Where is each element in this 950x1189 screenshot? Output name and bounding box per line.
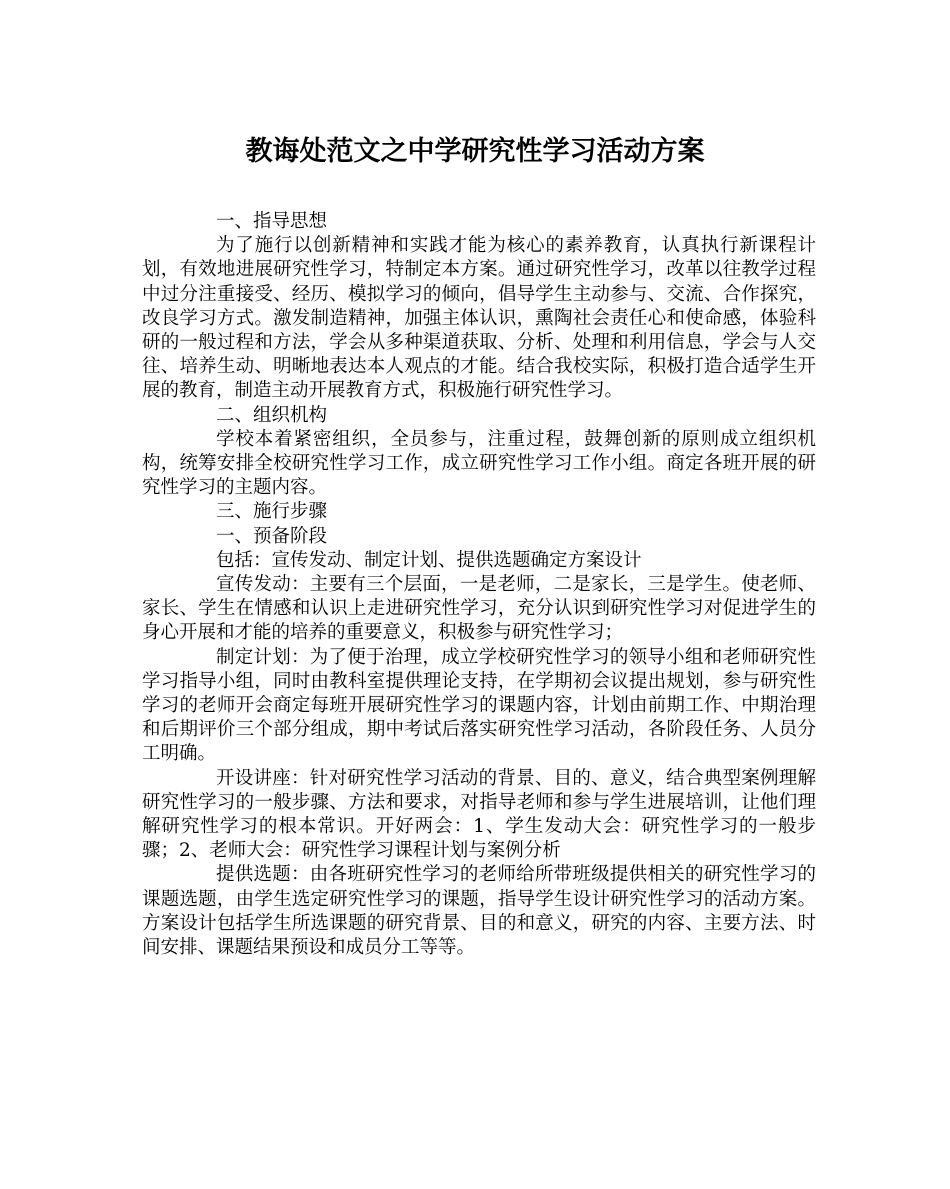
paragraph-guiding-thought: 为了施行以创新精神和实践才能为核心的素养教育，认真执行新课程计划，有效地进展研究性学习，特制定本方案。通过研究性学习，改革以往教学过程中过分注重接受、经历、模拟学习的倾向，倡导学生主动参与、交流、合作探究，改良学习方式。激发制造精神，加强主体认识，熏陶社会责任心和使命感，体验科研的一般过程和方法，学会从多种渠道获取、分析、处理和利用信息，学会与人交往、培养生动、明晰地表达本人观点的才能。结合我校实际，积极打造合适学生开展的教育，制造主动开展教育方式，积极施行研究性学习。 [142, 235, 816, 402]
section-heading-implementation: 三、施行步骤 [216, 501, 328, 523]
paragraph-includes: 包括：宣传发动、制定计划、提供选题确定方案设计 [216, 549, 642, 571]
document-body [142, 210, 816, 960]
paragraph-organization: 学校本着紧密组织，全员参与，注重过程，鼓舞创新的原则成立组织机构，统筹安排全校研究性学习工作，成立研究性学习工作小组。商定各班开展的研究性学习的主题内容。 [142, 428, 816, 499]
section-heading-guiding-thought: 一、指导思想 [216, 211, 328, 232]
paragraph-lectures: 开设讲座：针对研究性学习活动的背景、目的、意义，结合典型案例理解研究性学习的一般步骤、方法和要求，对指导老师和参与学生进展培训，让他们理解研究性学习的根本常识。开好两会：1、学生发动大会：研究性学习的一般步骤；2、老师大会：研究性学习课程计划与案例分析 [142, 767, 816, 862]
document-title: 教诲处范文之中学研究性学习活动方案 [245, 136, 705, 167]
subsection-heading-preparation: 一、预备阶段 [216, 525, 328, 547]
paragraph-topics: 提供选题：由各班研究性学习的老师给所带班级提供相关的研究性学习的课题选题，由学生选定研究性学习的课题，指导学生设计研究性学习的活动方案。方案设计包括学生所选课题的研究背景、目的和意义，研究的内容、主要方法、时间安排、课题结果预设和成员分工等等。 [142, 864, 816, 959]
paragraph-publicity: 宣传发动：主要有三个层面，一是老师，二是家长，三是学生。使老师、家长、学生在情感和认识上走进研究性学习，充分认识到研究性学习对促进学生的身心开展和才能的培养的重要意义，积极参与研究性学习； [142, 574, 816, 644]
section-heading-organization: 二、组织机构 [216, 404, 328, 426]
paragraph-planning: 制定计划：为了便于治理，成立学校研究性学习的领导小组和老师研究性学习指导小组，同时由教科室提供理论支持，在学期初会议提出规划，参与研究性学习的老师开会商定每班开展研究性学习的课题内容，计划由前期工作、中期治理和后期评价三个部分组成，期中考试后落实研究性学习活动，各阶段任务、人员分工明确。 [142, 646, 816, 765]
